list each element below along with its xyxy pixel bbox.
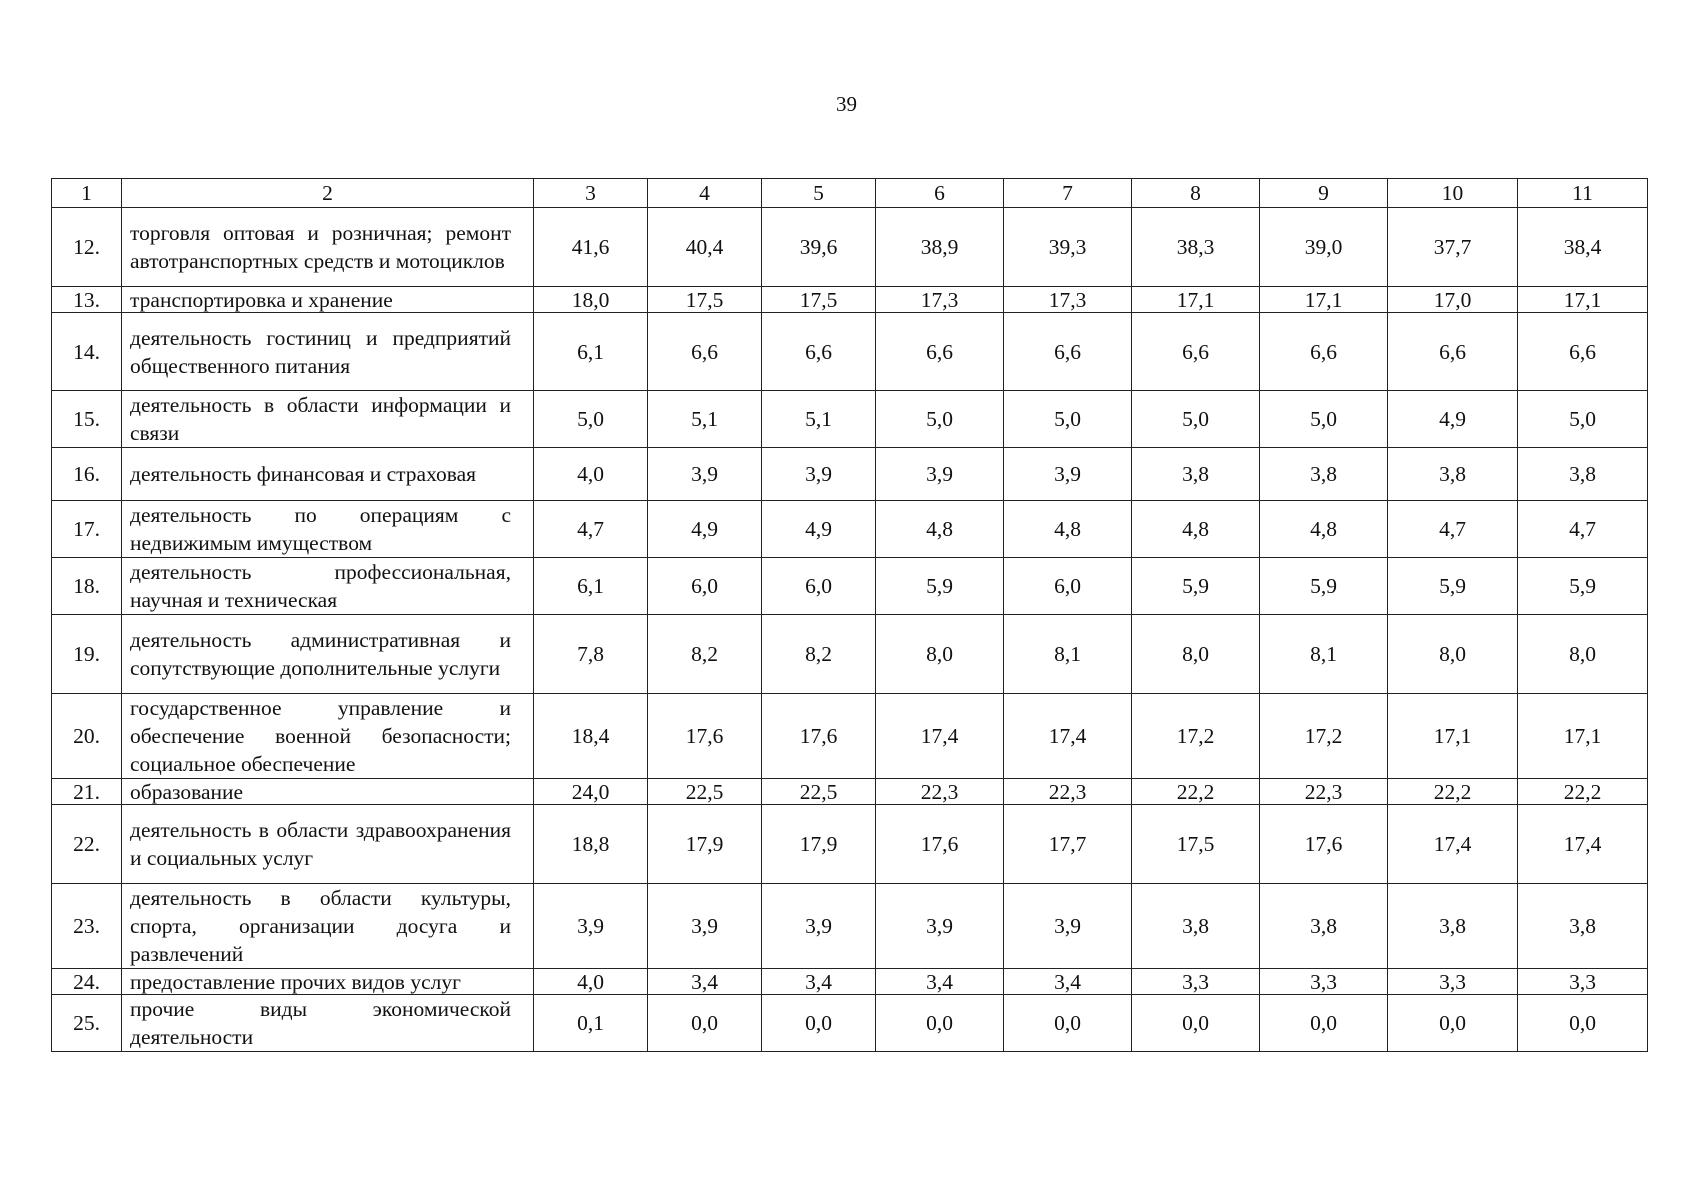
value-cell: 5,9 [876, 558, 1004, 615]
value-cell: 17,1 [1388, 694, 1518, 779]
value-cell: 6,1 [534, 313, 648, 391]
value-cell: 37,7 [1388, 208, 1518, 287]
value-cell: 41,6 [534, 208, 648, 287]
column-header: 3 [534, 179, 648, 208]
value-cell: 4,9 [762, 501, 876, 558]
table-row [52, 208, 1648, 287]
table-row [52, 558, 1648, 615]
value-cell: 8,0 [1132, 615, 1260, 694]
value-cell: 0,0 [1388, 995, 1518, 1052]
value-cell: 8,0 [876, 615, 1004, 694]
value-cell: 3,3 [1132, 969, 1260, 995]
value-cell: 17,5 [648, 287, 762, 313]
value-cell: 17,4 [876, 694, 1004, 779]
row-number-cell: 18. [52, 558, 122, 615]
value-cell: 5,0 [1004, 391, 1132, 448]
value-cell: 6,6 [876, 313, 1004, 391]
value-cell: 18,8 [534, 805, 648, 884]
value-cell: 4,0 [534, 448, 648, 501]
table-row [52, 995, 1648, 1052]
value-cell: 0,0 [762, 995, 876, 1052]
column-header: 8 [1132, 179, 1260, 208]
value-cell: 17,4 [1388, 805, 1518, 884]
value-cell: 17,1 [1518, 287, 1648, 313]
table-row [52, 884, 1648, 969]
value-cell: 6,6 [1132, 313, 1260, 391]
statistics-table [51, 178, 1648, 1052]
value-cell: 8,2 [648, 615, 762, 694]
value-cell: 17,6 [648, 694, 762, 779]
value-cell: 6,6 [1388, 313, 1518, 391]
column-header: 7 [1004, 179, 1132, 208]
value-cell: 5,0 [1132, 391, 1260, 448]
value-cell: 3,9 [876, 448, 1004, 501]
row-number-cell: 17. [52, 501, 122, 558]
value-cell: 22,3 [1260, 779, 1388, 805]
value-cell: 22,2 [1518, 779, 1648, 805]
value-cell: 17,9 [762, 805, 876, 884]
activity-label-cell: деятельность по операциям с недвижимым имуществом [122, 501, 534, 558]
value-cell: 3,8 [1518, 448, 1648, 501]
column-header: 9 [1260, 179, 1388, 208]
value-cell: 38,4 [1518, 208, 1648, 287]
value-cell: 4,0 [534, 969, 648, 995]
value-cell: 4,8 [1260, 501, 1388, 558]
table-row [52, 391, 1648, 448]
activity-label-cell: деятельность административная и сопутствующие дополнительные услуги [122, 615, 534, 694]
value-cell: 5,9 [1132, 558, 1260, 615]
value-cell: 3,9 [876, 884, 1004, 969]
column-header: 4 [648, 179, 762, 208]
table-row [52, 313, 1648, 391]
table-row [52, 615, 1648, 694]
value-cell: 22,2 [1388, 779, 1518, 805]
value-cell: 17,9 [648, 805, 762, 884]
value-cell: 5,0 [534, 391, 648, 448]
value-cell: 40,4 [648, 208, 762, 287]
value-cell: 8,1 [1260, 615, 1388, 694]
value-cell: 17,3 [1004, 287, 1132, 313]
value-cell: 17,6 [876, 805, 1004, 884]
value-cell: 3,9 [648, 884, 762, 969]
page-number: 39 [836, 92, 857, 116]
value-cell: 7,8 [534, 615, 648, 694]
value-cell: 5,0 [1518, 391, 1648, 448]
value-cell: 22,5 [762, 779, 876, 805]
row-number-cell: 21. [52, 779, 122, 805]
value-cell: 17,4 [1518, 805, 1648, 884]
value-cell: 22,2 [1132, 779, 1260, 805]
value-cell: 22,3 [876, 779, 1004, 805]
value-cell: 39,0 [1260, 208, 1388, 287]
value-cell: 17,4 [1004, 694, 1132, 779]
value-cell: 4,8 [1132, 501, 1260, 558]
activity-label-cell: деятельность в области культуры, спорта, организации досуга и развлечений [122, 884, 534, 969]
value-cell: 38,9 [876, 208, 1004, 287]
value-cell: 18,0 [534, 287, 648, 313]
value-cell: 4,9 [648, 501, 762, 558]
value-cell: 6,6 [762, 313, 876, 391]
table-row [52, 805, 1648, 884]
value-cell: 17,1 [1518, 694, 1648, 779]
activity-label-cell: деятельность профессиональная, научная и техническая [122, 558, 534, 615]
value-cell: 17,0 [1388, 287, 1518, 313]
row-number-cell: 20. [52, 694, 122, 779]
value-cell: 8,1 [1004, 615, 1132, 694]
activity-label-cell: деятельность в области информации и связи [122, 391, 534, 448]
value-cell: 18,4 [534, 694, 648, 779]
value-cell: 17,3 [876, 287, 1004, 313]
value-cell: 0,0 [648, 995, 762, 1052]
value-cell: 0,0 [1518, 995, 1648, 1052]
value-cell: 17,6 [1260, 805, 1388, 884]
value-cell: 3,8 [1388, 884, 1518, 969]
value-cell: 39,6 [762, 208, 876, 287]
value-cell: 3,4 [762, 969, 876, 995]
row-number-cell: 22. [52, 805, 122, 884]
value-cell: 3,8 [1132, 884, 1260, 969]
value-cell: 0,0 [1260, 995, 1388, 1052]
value-cell: 5,1 [762, 391, 876, 448]
row-number-cell: 12. [52, 208, 122, 287]
value-cell: 17,5 [762, 287, 876, 313]
column-header: 1 [52, 179, 122, 208]
activity-label-cell: государственное управление и обеспечение военной безопасности; социальное обеспечение [122, 694, 534, 779]
value-cell: 39,3 [1004, 208, 1132, 287]
value-cell: 3,9 [1004, 448, 1132, 501]
value-cell: 3,8 [1388, 448, 1518, 501]
value-cell: 22,5 [648, 779, 762, 805]
activity-label-cell: предоставление прочих видов услуг [122, 969, 534, 995]
value-cell: 3,9 [1004, 884, 1132, 969]
value-cell: 5,0 [876, 391, 1004, 448]
row-number-cell: 14. [52, 313, 122, 391]
activity-label-cell: торговля оптовая и розничная; ремонт автотранспортных средств и мотоциклов [122, 208, 534, 287]
value-cell: 6,6 [1004, 313, 1132, 391]
activity-label-cell: деятельность финансовая и страховая [122, 448, 534, 501]
row-number-cell: 13. [52, 287, 122, 313]
value-cell: 3,8 [1260, 448, 1388, 501]
value-cell: 3,4 [1004, 969, 1132, 995]
value-cell: 5,0 [1260, 391, 1388, 448]
value-cell: 3,9 [762, 884, 876, 969]
value-cell: 4,9 [1388, 391, 1518, 448]
value-cell: 6,0 [1004, 558, 1132, 615]
value-cell: 6,0 [648, 558, 762, 615]
value-cell: 17,6 [762, 694, 876, 779]
column-number-header-row [52, 179, 1648, 208]
value-cell: 6,0 [762, 558, 876, 615]
column-header: 11 [1518, 179, 1648, 208]
value-cell: 17,1 [1132, 287, 1260, 313]
activity-label-cell: образование [122, 779, 534, 805]
value-cell: 6,6 [1518, 313, 1648, 391]
value-cell: 6,6 [1260, 313, 1388, 391]
value-cell: 3,9 [762, 448, 876, 501]
value-cell: 8,0 [1518, 615, 1648, 694]
value-cell: 3,4 [876, 969, 1004, 995]
value-cell: 3,4 [648, 969, 762, 995]
value-cell: 3,8 [1132, 448, 1260, 501]
value-cell: 22,3 [1004, 779, 1132, 805]
value-cell: 0,0 [1132, 995, 1260, 1052]
value-cell: 0,1 [534, 995, 648, 1052]
row-number-cell: 24. [52, 969, 122, 995]
activity-label-cell: деятельность в области здравоохранения и социальных услуг [122, 805, 534, 884]
value-cell: 4,7 [1388, 501, 1518, 558]
table-row [52, 287, 1648, 313]
table-row [52, 694, 1648, 779]
value-cell: 6,6 [648, 313, 762, 391]
table-row [52, 969, 1648, 995]
value-cell: 17,2 [1260, 694, 1388, 779]
value-cell: 3,3 [1518, 969, 1648, 995]
column-header: 10 [1388, 179, 1518, 208]
value-cell: 4,7 [1518, 501, 1648, 558]
value-cell: 3,3 [1388, 969, 1518, 995]
table-row [52, 448, 1648, 501]
value-cell: 4,8 [1004, 501, 1132, 558]
value-cell: 24,0 [534, 779, 648, 805]
value-cell: 8,2 [762, 615, 876, 694]
value-cell: 3,3 [1260, 969, 1388, 995]
row-number-cell: 25. [52, 995, 122, 1052]
value-cell: 3,9 [648, 448, 762, 501]
value-cell: 17,2 [1132, 694, 1260, 779]
value-cell: 5,9 [1388, 558, 1518, 615]
value-cell: 3,9 [534, 884, 648, 969]
row-number-cell: 16. [52, 448, 122, 501]
value-cell: 5,9 [1518, 558, 1648, 615]
value-cell: 0,0 [1004, 995, 1132, 1052]
column-header: 6 [876, 179, 1004, 208]
value-cell: 8,0 [1388, 615, 1518, 694]
value-cell: 3,8 [1518, 884, 1648, 969]
value-cell: 4,8 [876, 501, 1004, 558]
row-number-cell: 15. [52, 391, 122, 448]
value-cell: 17,5 [1132, 805, 1260, 884]
column-header: 2 [122, 179, 534, 208]
value-cell: 38,3 [1132, 208, 1260, 287]
activity-label-cell: транспортировка и хранение [122, 287, 534, 313]
row-number-cell: 23. [52, 884, 122, 969]
row-number-cell: 19. [52, 615, 122, 694]
activity-label-cell: прочие виды экономической деятельности [122, 995, 534, 1052]
value-cell: 5,9 [1260, 558, 1388, 615]
value-cell: 6,1 [534, 558, 648, 615]
activity-label-cell: деятельность гостиниц и предприятий общественного питания [122, 313, 534, 391]
value-cell: 17,7 [1004, 805, 1132, 884]
table-row [52, 779, 1648, 805]
table-row [52, 501, 1648, 558]
value-cell: 17,1 [1260, 287, 1388, 313]
value-cell: 3,8 [1260, 884, 1388, 969]
column-header: 5 [762, 179, 876, 208]
value-cell: 0,0 [876, 995, 1004, 1052]
value-cell: 4,7 [534, 501, 648, 558]
value-cell: 5,1 [648, 391, 762, 448]
